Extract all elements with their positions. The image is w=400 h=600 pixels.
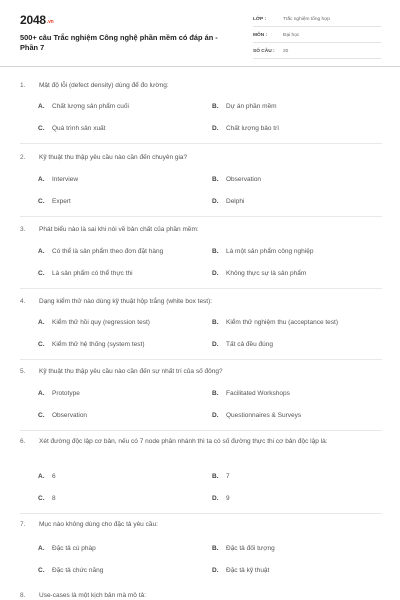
option-a[interactable]: [38, 102, 129, 111]
option-letter: A.: [38, 103, 45, 110]
site-logo[interactable]: [20, 13, 54, 27]
option-b[interactable]: [212, 472, 230, 481]
option-text: Observation: [52, 412, 88, 419]
meta-key: LỚP :: [253, 17, 267, 22]
option-c[interactable]: [38, 340, 145, 349]
meta-row-subject: [253, 29, 381, 43]
option-b[interactable]: [212, 318, 338, 327]
option-text: Questionnaires & Surveys: [226, 412, 302, 419]
option-letter: C.: [38, 412, 45, 419]
option-text: Delphi: [226, 198, 245, 205]
option-letter: C.: [38, 567, 45, 574]
option-d[interactable]: [212, 340, 273, 349]
option-letter: B.: [212, 473, 219, 480]
option-text: 7: [226, 473, 230, 480]
option-c[interactable]: [38, 566, 103, 575]
option-text: Chất lượng bảo trì: [226, 125, 280, 132]
question-text: [20, 225, 382, 235]
option-letter: D.: [212, 341, 219, 348]
option-text: Facilitated Workshops: [226, 390, 290, 397]
option-letter: C.: [38, 495, 45, 502]
option-letter: A.: [38, 473, 45, 480]
option-letter: C.: [38, 198, 45, 205]
option-text: Chất lượng sản phẩm cuối: [52, 103, 129, 110]
question-stem: Xét đường độc lập cơ bản, nếu có 7 node phân nhánh thì ta có số đường thực thi cơ bản độc lập là:: [39, 438, 328, 445]
option-text: Prototype: [52, 390, 80, 397]
option-letter: D.: [212, 412, 219, 419]
option-a[interactable]: [38, 247, 163, 256]
option-letter: B.: [212, 545, 219, 552]
question-stem: Dạng kiểm thử nào dùng kỹ thuật hộp trắng (white box test):: [39, 298, 213, 305]
question-text: [20, 297, 382, 307]
question-stem: Mật độ lỗi (defect density) dùng để đo lường:: [39, 82, 169, 89]
option-a[interactable]: [38, 318, 150, 327]
option-text: Không thực sự là sản phẩm: [226, 270, 307, 277]
option-letter: A.: [38, 390, 45, 397]
question-number: 3.: [20, 226, 26, 233]
option-text: Đặc tả đối tượng: [226, 545, 275, 552]
question-text: [20, 520, 382, 530]
question-divider: [20, 359, 382, 360]
question-number: 5.: [20, 368, 26, 375]
question-stem: Kỹ thuật thu thập yêu cầu nào cần đến sự nhất trí của số đông?: [39, 368, 223, 375]
question-number: 7.: [20, 521, 26, 528]
option-text: Đặc tả cú pháp: [52, 545, 96, 552]
logo-text: 2048: [20, 13, 46, 27]
document-title: 500+ câu Trắc nghiệm Công nghệ phần mềm có đáp án - Phần 7: [20, 33, 218, 52]
document-header: [0, 0, 400, 66]
question-text: [20, 437, 382, 447]
question-divider: [20, 513, 382, 514]
option-d[interactable]: [212, 411, 301, 420]
option-letter: A.: [38, 545, 45, 552]
option-c[interactable]: [38, 411, 87, 420]
logo-suffix: .vn: [46, 19, 54, 25]
question-text: [20, 153, 382, 163]
question-divider: [20, 216, 382, 217]
option-c[interactable]: [38, 494, 56, 503]
header-divider: [0, 66, 400, 67]
option-text: Có thể là sản phẩm theo đơn đặt hàng: [52, 248, 164, 255]
meta-info: [253, 13, 381, 61]
option-c[interactable]: [38, 269, 133, 278]
option-text: Kiểm thử nghiệm thu (acceptance test): [226, 319, 339, 326]
option-d[interactable]: [212, 494, 230, 503]
option-text: Đặc tả kỹ thuật: [226, 567, 270, 574]
option-text: Dự án phần mềm: [226, 103, 277, 110]
option-letter: D.: [212, 567, 219, 574]
option-text: Interview: [52, 176, 79, 183]
option-text: 9: [226, 495, 230, 502]
option-b[interactable]: [212, 544, 275, 553]
option-text: Observation: [226, 176, 262, 183]
option-letter: C.: [38, 125, 45, 132]
question-divider: [20, 288, 382, 289]
option-letter: D.: [212, 125, 219, 132]
option-a[interactable]: [38, 472, 56, 481]
option-text: 6: [52, 473, 56, 480]
option-letter: B.: [212, 103, 219, 110]
option-b[interactable]: [212, 247, 313, 256]
option-c[interactable]: [38, 197, 71, 206]
meta-row-class: [253, 13, 381, 27]
question-number: 1.: [20, 82, 26, 89]
option-letter: B.: [212, 390, 219, 397]
option-text: 8: [52, 495, 56, 502]
option-text: Expert: [52, 198, 71, 205]
option-letter: A.: [38, 176, 45, 183]
option-b[interactable]: [212, 102, 277, 111]
meta-value: Trắc nghiệm tổng hợp: [283, 17, 330, 22]
option-b[interactable]: [212, 175, 261, 184]
question-number: 8.: [20, 592, 26, 599]
option-text: Tất cả đều đúng: [226, 341, 273, 348]
option-letter: D.: [212, 270, 219, 277]
option-d[interactable]: [212, 124, 279, 133]
meta-key: MÔN :: [253, 33, 268, 38]
option-letter: A.: [38, 319, 45, 326]
question-divider: [20, 143, 382, 144]
option-text: Là một sản phẩm công nghiệp: [226, 248, 314, 255]
option-text: Đặc tả chức năng: [52, 567, 104, 574]
question-stem: Mục nào không dùng cho đặc tả yêu cầu:: [39, 521, 158, 528]
option-text: Kiểm thử hệ thống (system test): [52, 341, 145, 348]
option-letter: B.: [212, 248, 219, 255]
question-number: 4.: [20, 298, 26, 305]
option-letter: D.: [212, 198, 219, 205]
meta-value: Đại học: [283, 33, 300, 38]
option-letter: D.: [212, 495, 219, 502]
question-stem: Use-cases là một kịch bản mà mô tả:: [39, 592, 146, 599]
option-d[interactable]: [212, 566, 269, 575]
option-letter: A.: [38, 248, 45, 255]
option-text: Là sản phẩm có thể thực thi: [52, 270, 133, 277]
question-text: [20, 367, 382, 377]
meta-row-count: [253, 45, 381, 59]
option-a[interactable]: [38, 389, 80, 398]
question-stem: Phát biểu nào là sai khi nói về bản chất của phần mềm:: [39, 226, 199, 233]
option-text: Quá trình sản xuất: [52, 125, 106, 132]
option-b[interactable]: [212, 389, 290, 398]
meta-value: 20: [283, 49, 289, 54]
question-divider: [20, 430, 382, 431]
meta-key: SỐ CÂU :: [253, 49, 275, 54]
question-text: [20, 591, 382, 600]
question-text: [20, 81, 382, 91]
question-number: 6.: [20, 438, 26, 445]
option-letter: C.: [38, 270, 45, 277]
option-a[interactable]: [38, 544, 96, 553]
option-letter: C.: [38, 341, 45, 348]
option-d[interactable]: [212, 269, 306, 278]
option-letter: B.: [212, 176, 219, 183]
option-d[interactable]: [212, 197, 244, 206]
option-letter: B.: [212, 319, 219, 326]
question-number: 2.: [20, 154, 26, 161]
option-text: Kiểm thử hồi quy (regression test): [52, 319, 150, 326]
option-a[interactable]: [38, 175, 78, 184]
option-c[interactable]: [38, 124, 105, 133]
question-stem: Kỹ thuật thu thập yêu cầu nào cần đến chuyên gia?: [39, 154, 188, 161]
